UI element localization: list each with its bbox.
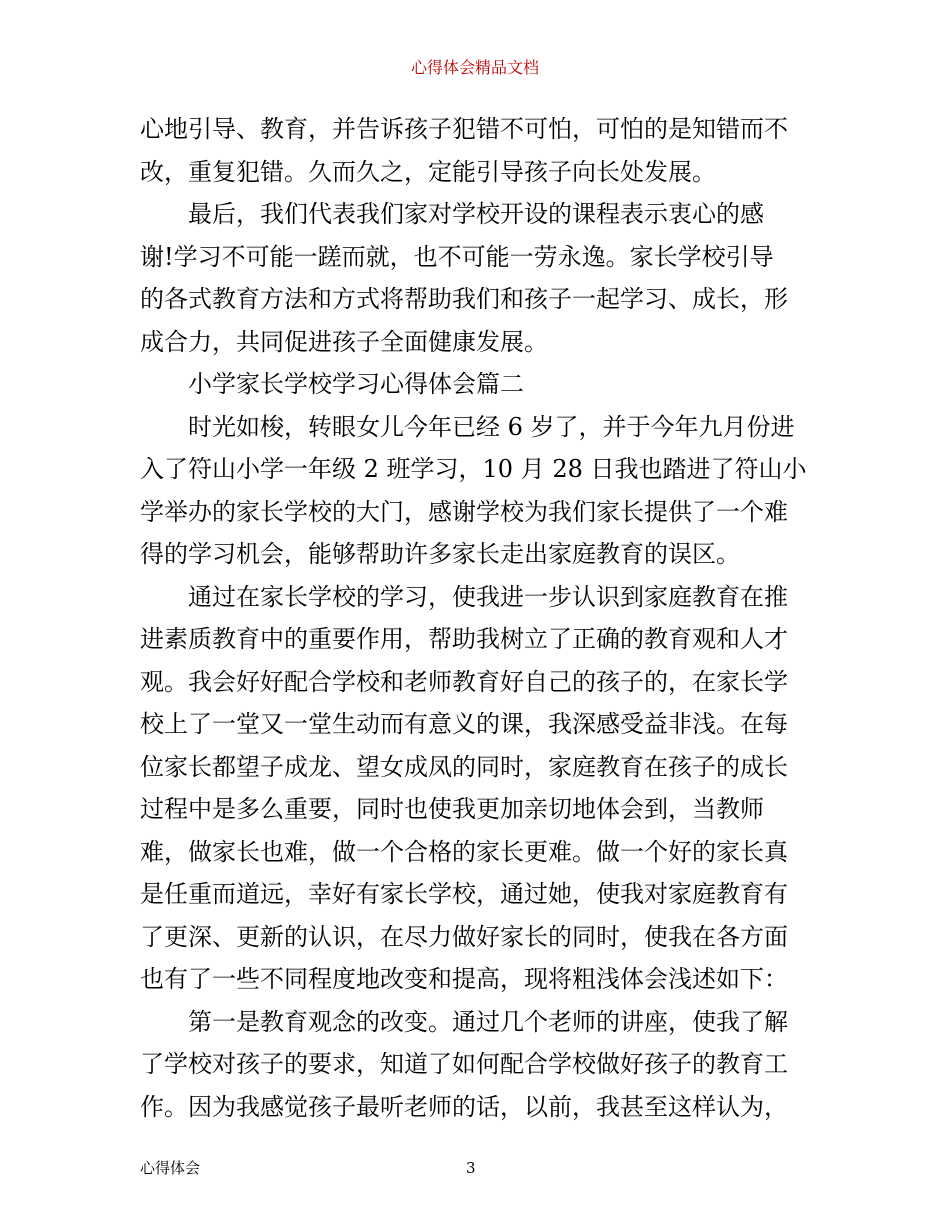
page-number: 3: [466, 1159, 476, 1177]
text-line: 的各式教育方法和方式将帮助我们和孩子一起学习、成长，形: [140, 285, 788, 313]
text-line: 是任重而道远，幸好有家长学校，通过她，使我对家庭教育有: [140, 880, 788, 908]
footer-label: 心得体会: [140, 1159, 201, 1177]
text-line: 通过在家长学校的学习，使我进一步认识到家庭教育在推: [188, 582, 788, 611]
text-line: 了学校对孩子的要求，知道了如何配合学校做好孩子的教育工: [140, 1050, 788, 1078]
text-line: 入了符山小学一年级 2 班学习，10 月 28 日我也踏进了符山小: [140, 455, 807, 483]
text-line: 谢!学习不可能一蹉而就，也不可能一劳永逸。家长学校引导: [140, 242, 774, 271]
text-line: 校上了一堂又一堂生动而有意义的课，我深感受益非浅。在每: [140, 710, 788, 738]
text-line: 位家长都望子成龙、望女成凤的同时，家庭教育在孩子的成长: [140, 752, 788, 781]
text-line: 小学家长学校学习心得体会篇二: [188, 370, 524, 398]
page-header: 心得体会精品文档: [410, 58, 539, 77]
text-line: 成合力，共同促进孩子全面健康发展。: [140, 327, 548, 356]
text-line: 难，做家长也难，做一个合格的家长更难。做一个好的家长真: [140, 837, 788, 866]
text-line: 心地引导、教育，并告诉孩子犯错不可怕，可怕的是知错而不: [140, 115, 788, 143]
document-body: [140, 108, 812, 1128]
text-line: 学举办的家长学校的大门，感谢学校为我们家长提供了一个难: [140, 497, 788, 526]
text-line: 了更深、更新的认识，在尽力做好家长的同时，使我在各方面: [140, 922, 788, 951]
text-line: 最后，我们代表我们家对学校开设的课程表示衷心的感: [188, 200, 764, 228]
text-line: 也有了一些不同程度地改变和提高，现将粗浅体会浅述如下：: [140, 965, 788, 993]
text-line: 作。因为我感觉孩子最听老师的话，以前，我甚至这样认为，: [140, 1092, 788, 1121]
text-line: 观。我会好好配合学校和老师教育好自己的孩子的，在家长学: [140, 667, 788, 696]
text-line: 过程中是多么重要，同时也使我更加亲切地体会到，当教师: [140, 795, 764, 823]
text-line: 得的学习机会，能够帮助许多家长走出家庭教育的误区。: [140, 540, 740, 568]
text-line: 第一是教育观念的改变。通过几个老师的讲座，使我了解: [188, 1007, 788, 1036]
text-line: 改，重复犯错。久而久之，定能引导孩子向长处发展。: [140, 157, 716, 186]
text-line: 时光如梭，转眼女儿今年已经 6 岁了，并于今年九月份进: [188, 412, 795, 441]
text-line: 进素质教育中的重要作用，帮助我树立了正确的教育观和人才: [140, 625, 788, 653]
